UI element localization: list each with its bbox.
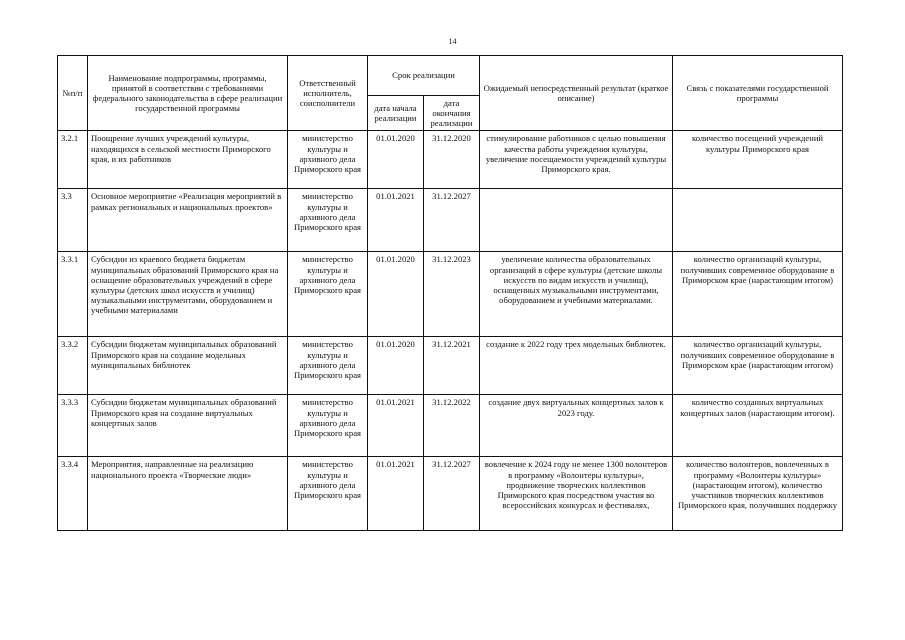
row-name: Поощрение лучших учреждений культуры, находящихся в сельской местности Приморского края, и их работников bbox=[88, 131, 288, 189]
row-end: 31.12.2020 bbox=[424, 131, 480, 189]
program-table bbox=[57, 55, 843, 531]
row-link: количество созданных виртуальных концертных залов (нарастающим итогом). bbox=[673, 395, 843, 457]
row-executor: министерство культуры и архивного дела Приморского края bbox=[288, 457, 368, 531]
row-name: Субсидии бюджетам муниципальных образований Приморского края на создание виртуальных концертных залов bbox=[88, 395, 288, 457]
row-result: создание двух виртуальных концертных залов к 2023 году. bbox=[480, 395, 673, 457]
header-executor: Ответственный исполнитель, соисполнители bbox=[288, 56, 368, 131]
row-end: 31.12.2027 bbox=[424, 457, 480, 531]
row-name: Мероприятия, направленные на реализацию национального проекта «Творческие люди» bbox=[88, 457, 288, 531]
page-number: 14 bbox=[448, 37, 457, 46]
header-end: дата окончания реализации bbox=[424, 96, 480, 131]
row-result: увеличение количества образовательных организаций в сфере культуры (детские школы искусств по видам искусств и училищ), оснащенных музыкальными инструментами, оборудованием и учебными материалами. bbox=[480, 252, 673, 337]
table-row bbox=[58, 131, 843, 189]
row-name: Субсидии из краевого бюджета бюджетам муниципальных образований Приморского края на оснащение образовательных учреждений в сфере культуры (детских школ искусств и училищ) музыкальными инструментами, оборудованием и учебными материалами bbox=[88, 252, 288, 337]
table-row bbox=[58, 252, 843, 337]
row-start: 01.01.2020 bbox=[368, 337, 424, 395]
row-link: количество организаций культуры, получивших современное оборудование в Приморском крае (нарастающим итогом) bbox=[673, 252, 843, 337]
row-start: 01.01.2021 bbox=[368, 457, 424, 531]
header-result: Ожидаемый непосредственный результат (краткое описание) bbox=[480, 56, 673, 131]
row-start: 01.01.2021 bbox=[368, 395, 424, 457]
row-num: 3.3.4 bbox=[58, 457, 88, 531]
row-result: вовлечение к 2024 году не менее 1300 волонтеров в программу «Волонтеры культуры», продвижение творческих коллективов Приморского края посредством участия во всероссийских конкурсах и фестивалях, bbox=[480, 457, 673, 531]
row-executor: министерство культуры и архивного дела Приморского края bbox=[288, 131, 368, 189]
row-executor: министерство культуры и архивного дела Приморского края bbox=[288, 252, 368, 337]
row-num: 3.3.2 bbox=[58, 337, 88, 395]
row-executor: министерство культуры и архивного дела Приморского края bbox=[288, 337, 368, 395]
header-num: №п/п bbox=[58, 56, 88, 131]
header-name: Наименование подпрограммы, программы, принятой в соответствии с требованиями федерального законодательства в сфере реализации государственной программы bbox=[88, 56, 288, 131]
row-end: 31.12.2027 bbox=[424, 189, 480, 252]
row-link: количество волонтеров, вовлеченных в программу «Волонтеры культуры» (нарастающим итогом), количество участников творческих коллективов Приморского края, получивших поддержку bbox=[673, 457, 843, 531]
row-name: Субсидии бюджетам муниципальных образований Приморского края на создание модельных муниципальных библиотек bbox=[88, 337, 288, 395]
table-row bbox=[58, 395, 843, 457]
row-start: 01.01.2020 bbox=[368, 252, 424, 337]
row-end: 31.12.2023 bbox=[424, 252, 480, 337]
row-start: 01.01.2021 bbox=[368, 189, 424, 252]
header-period: Срок реализации bbox=[368, 56, 480, 96]
row-end: 31.12.2021 bbox=[424, 337, 480, 395]
row-result: стимулирование работников с целью повышения качества работы учреждения культуры, увеличение посещаемости учреждений культуры Приморского края. bbox=[480, 131, 673, 189]
row-num: 3.3 bbox=[58, 189, 88, 252]
row-start: 01.01.2020 bbox=[368, 131, 424, 189]
row-num: 3.3.3 bbox=[58, 395, 88, 457]
table-row bbox=[58, 189, 843, 252]
row-executor: министерство культуры и архивного дела Приморского края bbox=[288, 189, 368, 252]
row-result bbox=[480, 189, 673, 252]
row-link: количество организаций культуры, получивших современное оборудование в Приморском крае (нарастающим итогом) bbox=[673, 337, 843, 395]
table-row bbox=[58, 337, 843, 395]
header-link: Связь с показателями государственной программы bbox=[673, 56, 843, 131]
row-end: 31.12.2022 bbox=[424, 395, 480, 457]
row-name: Основное мероприятие «Реализация мероприятий в рамках региональных и национальных проектов» bbox=[88, 189, 288, 252]
row-num: 3.2.1 bbox=[58, 131, 88, 189]
row-result: создание к 2022 году трех модельных библиотек. bbox=[480, 337, 673, 395]
row-num: 3.3.1 bbox=[58, 252, 88, 337]
row-link bbox=[673, 189, 843, 252]
header-start: дата начала реализации bbox=[368, 96, 424, 131]
table-row bbox=[58, 457, 843, 531]
row-link: количество посещений учреждений культуры Приморского края bbox=[673, 131, 843, 189]
row-executor: министерство культуры и архивного дела Приморского края bbox=[288, 395, 368, 457]
